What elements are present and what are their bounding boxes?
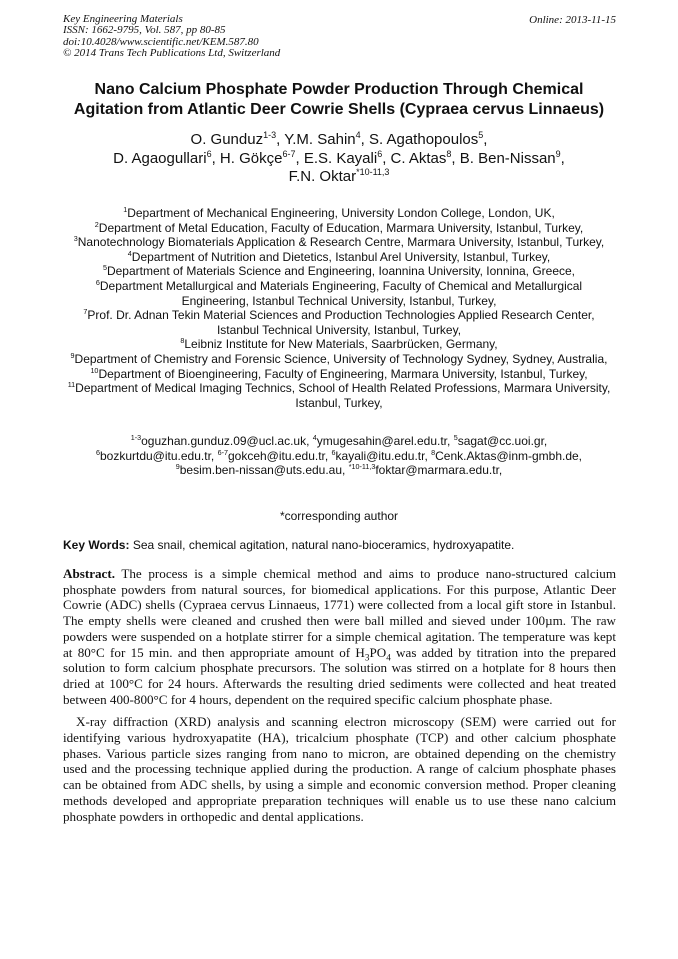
issn: ISSN: 1662-9795, Vol. 587, pp 80-85 [63, 24, 226, 37]
title-line-1: Nano Calcium Phosphate Powder Production Through Chemical [94, 81, 584, 98]
author-line-3 [40, 168, 638, 187]
author-name: H. Gökçe [219, 149, 283, 167]
affiliation-sup: 2 [94, 219, 99, 229]
author-sep: , [211, 149, 220, 167]
affiliation [62, 337, 616, 352]
copyright: © 2014 Trans Tech Publications Ltd, Switzerland [63, 46, 281, 59]
affiliation-sup: 1 [123, 205, 128, 214]
formula-text: PO [369, 644, 387, 660]
author-name: Y.M. Sahin [284, 131, 356, 148]
email-line-1 [62, 434, 616, 449]
author-list [40, 131, 638, 187]
abstract-text: was added by titration into the prepared solution to form calcium phosphate precursors. The solution was stirred on a hotplate for 8 hours then dried at 100°C for 24 hours. Afterwards the resulting dried sediments were collected and heat treated between 400-800°C for 4 hours, dependent on the required specific calcium phosphate phase. [63, 644, 616, 707]
author-name: F.N. Oktar [288, 168, 357, 185]
email-address: bozkurtdu@itu.edu.tr, [99, 448, 218, 463]
affiliation-sup: 7 [83, 307, 88, 317]
affiliation-list [62, 206, 616, 410]
affiliation [62, 279, 616, 308]
corresponding-author-note: *corresponding author [279, 509, 399, 523]
author-line-2 [40, 150, 638, 169]
author-sep: , [276, 131, 285, 148]
email-sup: 8 [431, 447, 436, 457]
author-sup: 6-7 [282, 148, 296, 159]
affiliation-sup: 4 [127, 248, 132, 258]
affiliation-text: Department of Bioengineering, Faculty of Engineering, Marmara University, Istanbul, Turkey, [98, 366, 588, 381]
author-sup: 5 [478, 130, 484, 140]
subscript: 3 [364, 652, 370, 663]
keywords [63, 538, 618, 552]
affiliation-sup: 8 [180, 336, 185, 346]
email-address: ymugesahin@arel.edu.tr, [316, 434, 454, 448]
author-name: B. Ben-Nissan [459, 149, 556, 167]
doi: doi:10.4028/www.scientific.net/KEM.587.80 [63, 35, 259, 48]
author-sup: 8 [446, 148, 452, 159]
email-sup: 9 [175, 462, 180, 472]
affiliation-text: Department of Mechanical Engineering, University London College, London, UK, [127, 206, 555, 220]
affiliation [62, 352, 616, 367]
author-sup: 1-3 [263, 130, 277, 140]
email-sup: *10-11,3 [348, 462, 376, 472]
email-address: kayali@itu.edu.tr, [335, 448, 432, 463]
affiliation-text: Department of Materials Science and Engineering, Ioannina University, Ionnina, Greece, [106, 264, 576, 279]
affiliation-sup: 10 [90, 365, 99, 375]
affiliation [62, 235, 616, 250]
abstract-paragraph-1 [63, 566, 616, 707]
author-sep: , [382, 149, 391, 167]
email-address: foktar@marmara.edu.tr, [375, 463, 503, 478]
abstract [63, 566, 616, 824]
email-sup: 1-3 [130, 433, 142, 442]
author-name: E.S. Kayali [303, 149, 378, 167]
author-sup: 6 [377, 148, 383, 159]
email-address: gokceh@itu.edu.tr, [227, 448, 332, 463]
author-sup: *10-11,3 [356, 167, 390, 177]
affiliation-text: Nanotechnology Biomaterials Application & Research Centre, Marmara University, Istanbul, Turkey, [77, 235, 605, 250]
affiliation-text: Prof. Dr. Adnan Tekin Material Sciences and Production Technologies Applied Research Center, Istanbul Technical University, Istanbul, Turkey, [87, 308, 595, 337]
author-sep: , [360, 131, 369, 148]
affiliation-text: Department Metallurgical and Materials Engineering, Faculty of Chemical and Metallurgical Engineering, Istanbul Technical University, Istanbul, Turkey, [99, 278, 583, 308]
affiliation-text: Leibniz Institute for New Materials, Saarbrücken, Germany, [184, 337, 498, 352]
email-address: Cenk.Aktas@inm-gmbh.de, [435, 448, 583, 463]
author-sep: , [483, 131, 488, 148]
author-name: S. Agathopoulos [368, 131, 479, 148]
author-name: C. Aktas [390, 149, 447, 167]
affiliation [62, 367, 616, 382]
affiliation [62, 250, 616, 265]
affiliation-sup: 3 [73, 234, 78, 244]
affiliation-text: Department of Metal Education, Faculty of Education, Marmara University, Istanbul, Turkey, [98, 220, 584, 235]
author-sup: 4 [355, 130, 361, 140]
affiliation [62, 381, 616, 410]
email-address: besim.ben-nissan@uts.edu.au, [179, 463, 349, 478]
affiliation-text: Department of Nutrition and Dietetics, Istanbul Arel University, Istanbul, Turkey, [131, 249, 551, 264]
author-name: O. Gunduz [190, 131, 264, 148]
author-sep: , [295, 149, 304, 167]
abstract-paragraph-2: X-ray diffraction (XRD) analysis and scanning electron microscopy (SEM) were carried out for identifying various hydroxyapatite (HA), tricalcium phosphate (TCP) and other calcium phosphate phases. Various particle sizes ranging from nano to micron, are obtained depending on the chemistry used and the processing technique applied during the production. A range of calcium phosphate phases can be obtained from ADC shells, by using a simple and economic conversion method. Proper cleaning methods developed and appropriate preparation techniques will enable us to use these nano calcium phosphate powders in orthopedic and dental applications. [63, 714, 616, 824]
journal-name: Key Engineering Materials [63, 13, 183, 25]
author-sup: 6 [206, 148, 212, 159]
online-date: Online: 2013-11-15 [529, 14, 616, 26]
affiliation [62, 264, 616, 279]
email-sup: 4 [312, 433, 317, 442]
email-line-2 [62, 449, 616, 464]
affiliation-sup: 11 [67, 380, 76, 390]
email-sup: 5 [453, 433, 458, 442]
affiliation [62, 221, 616, 236]
author-sup: 9 [555, 148, 561, 159]
subscript: 4 [386, 652, 391, 663]
email-address: oguzhan.gunduz.09@ucl.ac.uk, [141, 434, 313, 448]
affiliation-sup: 6 [95, 277, 100, 287]
title-line-2: Agitation from Atlantic Deer Cowrie Shells (Cypraea cervus Linnaeus) [73, 101, 605, 118]
author-name: D. Agaogullari [113, 149, 207, 167]
author-sep: , [560, 149, 565, 167]
email-address: sagat@cc.uoi.gr, [457, 434, 548, 448]
email-line-3 [62, 463, 616, 478]
email-list [62, 434, 616, 478]
affiliation [62, 308, 616, 337]
author-sep: , [451, 149, 460, 167]
affiliation-sup: 5 [102, 263, 107, 273]
keywords-label: Key Words: [63, 538, 130, 552]
email-sup: 6-7 [217, 447, 228, 457]
paper-title [40, 80, 638, 120]
affiliation-text: Department of Chemistry and Forensic Science, University of Technology Sydney, Sydney, Australia, [74, 351, 608, 366]
abstract-text: The process is a simple chemical method and aims to produce nano-structured calcium phosphate powders from natural sources, for biomedical applications. For this purpose, Atlantic Deer Cowrie (ADC) shells (Cypraea cervus Linnaeus, 1771) were collected from a local gift store in Istanbul. The empty shells were cleaned and crushed then were ball milled and sieved under 100µm. The raw powders were suspended on a hotplate stirrer for a simple chemical agitation. The temperature was kept at 80°C for 15 min. and then appropriate amount of H [63, 566, 616, 660]
affiliation-text: Department of Medical Imaging Technics, School of Health Related Professions, Marmara University, Istanbul, Turkey, [75, 381, 611, 410]
abstract-label: Abstract. [63, 566, 115, 581]
affiliation [62, 206, 616, 221]
affiliation-sup: 9 [70, 350, 75, 360]
email-sup: 6 [331, 447, 336, 457]
author-line-1 [40, 131, 638, 150]
email-sup: 6 [95, 447, 100, 457]
keywords-text: Sea snail, chemical agitation, natural nano-bioceramics, hydroxyapatite. [132, 538, 515, 552]
journal-header [63, 14, 280, 59]
